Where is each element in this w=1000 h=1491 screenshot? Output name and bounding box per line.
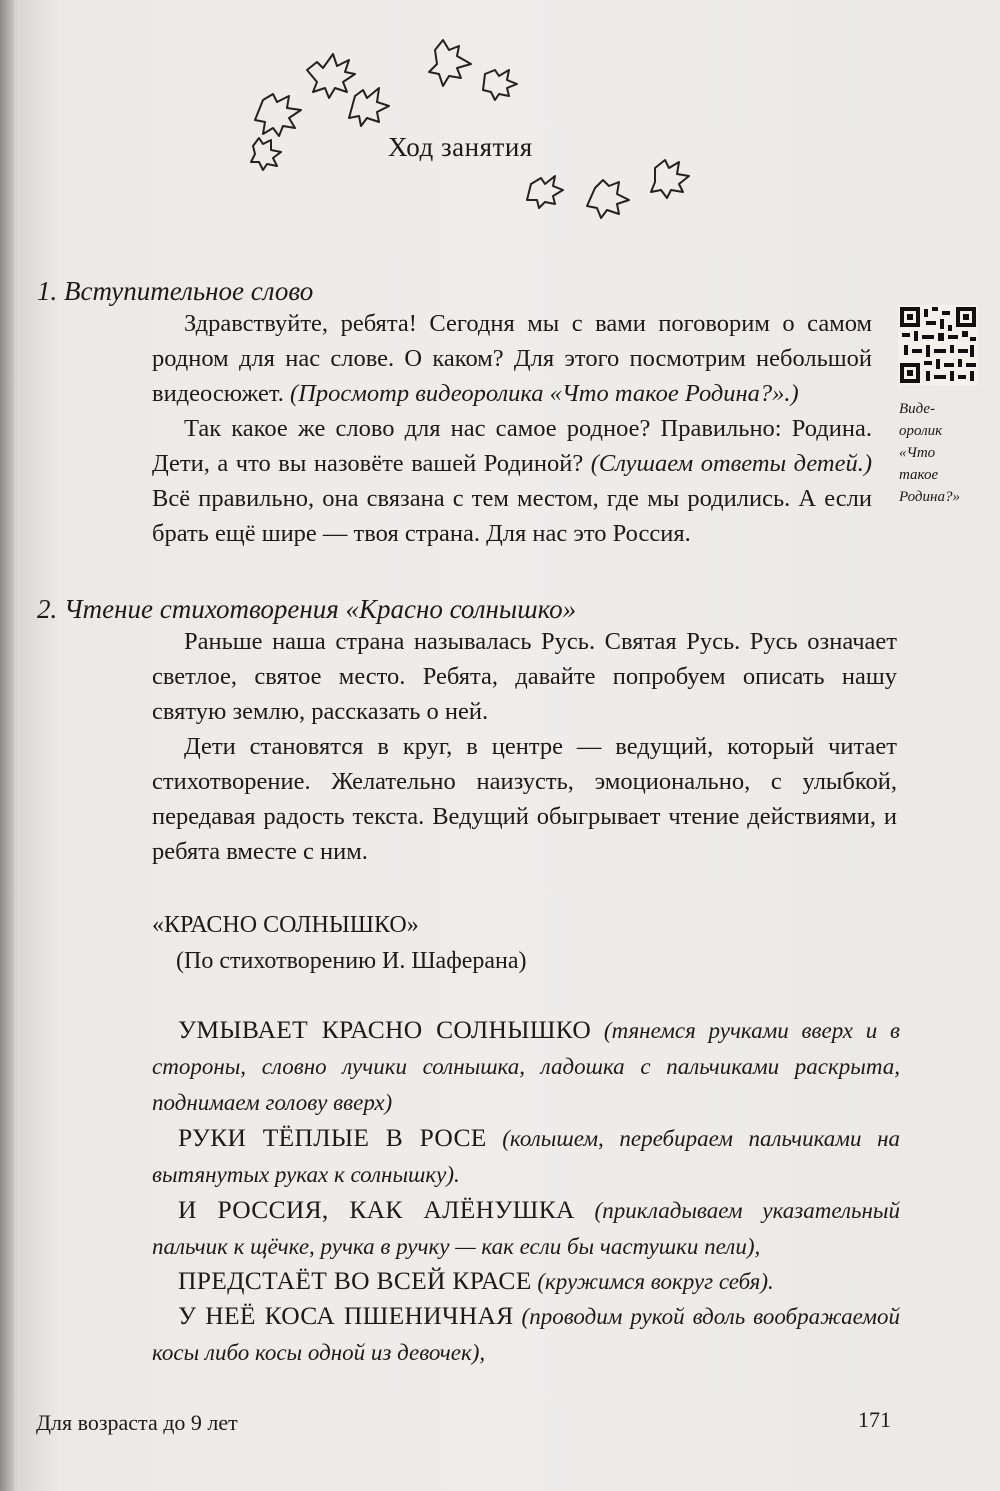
poem-verse-2: РУКИ ТЁПЛЫЕ В РОСЕ (колышем, перебираем пальчиками на вытянутых руках к солнышку). xyxy=(152,1123,900,1187)
page-heading: Ход занятия xyxy=(388,132,533,162)
section-1-text xyxy=(152,306,872,551)
footer-age-label: Для возраста до 9 лет xyxy=(36,1410,238,1435)
poem-subtitle: (По стихотворению И. Шаферана) xyxy=(176,948,527,974)
book-spine-shadow xyxy=(0,0,14,1491)
section-2-text xyxy=(152,624,897,869)
poem-verse-5: У НЕЁ КОСА ПШЕНИЧНАЯ (проводим рукой вдоль воображаемой косы либо косы одной из девочек), xyxy=(152,1301,900,1365)
section-1-paragraph-2: Так какое же слово для нас самое родное? Правильно: Родина. Дети, а что вы назовёте вашей Родиной? (Слушаем ответы детей.) Всё правильно, она связана с тем местом, где мы родились. А если брать ещё шире — твоя страна. Для нас это Россия. xyxy=(152,415,872,547)
bird-doodles-illustration xyxy=(235,30,735,230)
poem-verse-3: И РОССИЯ, КАК АЛЁНУШКА (прикладываем указательный пальчик к щёчке, ручка в ручку — как если бы частушки пели), xyxy=(152,1195,900,1259)
poem-verse-1: УМЫВАЕТ КРАСНО СОЛНЫШКО (тянемся ручками вверх и в стороны, словно лучики солнышка, ладошка с пальчиками раскрыта, поднимаем голову вверх) xyxy=(152,1015,900,1115)
section-1-title: 1. Вступительное слово xyxy=(37,276,314,306)
section-2-title: 2. Чтение стихотворения «Красно солнышко» xyxy=(37,594,577,624)
qr-caption: Виде- оролик «Что такое Родина?» xyxy=(899,401,960,505)
poem-verse-4: ПРЕДСТАЁТ ВО ВСЕЙ КРАСЕ (кружимся вокруг себя). xyxy=(178,1266,774,1295)
section-1-paragraph-1: Здравствуйте, ребята! Сегодня мы с вами поговорим о самом родном для нас слове. О каком? Для этого посмотрим небольшой видеосюжет. (Просмотр видеоролика «Что такое Родина?».) xyxy=(152,310,872,407)
poem-title: «КРАСНО СОЛНЫШКО» xyxy=(152,912,419,938)
section-2-paragraph-2: Дети становятся в круг, в центре — ведущий, который читает стихотворение. Желательно наизусть, эмоционально, с улыбкой, передавая радость текста. Ведущий обыгрывает чтение действиями, и ребята вместе с ним. xyxy=(152,733,897,865)
page-number: 171 xyxy=(858,1407,891,1432)
qr-code-icon[interactable] xyxy=(898,305,978,385)
section-2-paragraph-1: Раньше наша страна называлась Русь. Святая Русь. Русь означает светлое, святое место. Ребята, давайте попробуем описать нашу святую землю, рассказать о ней. xyxy=(152,628,897,725)
